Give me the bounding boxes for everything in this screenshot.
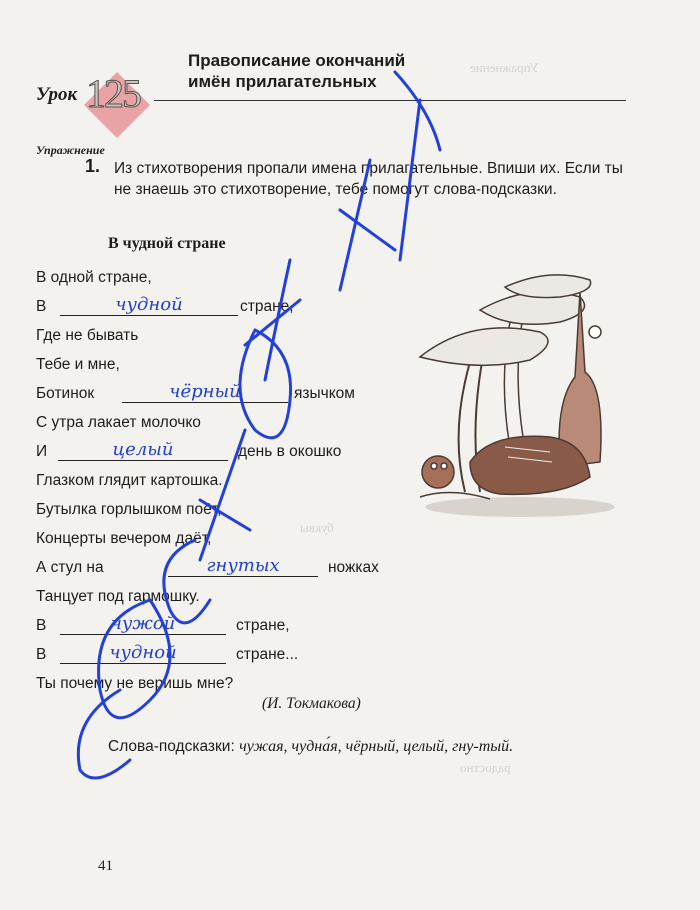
poem-line bbox=[36, 555, 416, 584]
exercise-instruction: Из стихотворения пропали имена прилагательные. Впиши их. Если ты не знаешь это стихотворение, тебе помогут слова-подсказки. bbox=[114, 160, 623, 198]
poem-text: день в окошко bbox=[238, 443, 342, 460]
lesson-number: 125 bbox=[86, 71, 140, 116]
poem-text: язычком bbox=[294, 385, 355, 402]
bleed-through-text: Упражнение bbox=[470, 60, 539, 75]
answer-field[interactable] bbox=[58, 439, 228, 461]
bleed-through-text: буквы bbox=[300, 520, 334, 535]
poem-line bbox=[36, 410, 416, 439]
poem-line bbox=[36, 584, 416, 613]
answer-field[interactable] bbox=[60, 613, 226, 635]
handwritten-answer: чудной bbox=[115, 294, 183, 315]
answer-field[interactable] bbox=[122, 381, 288, 403]
poem-text: Танцует под гармошку. bbox=[36, 588, 200, 605]
poem-line bbox=[36, 294, 416, 323]
poem-text: Где не бывать bbox=[36, 327, 139, 344]
poem-line bbox=[36, 381, 416, 410]
poem-text: Ботинок bbox=[36, 385, 95, 402]
poem-text: Ты почему не веришь мне? bbox=[36, 675, 234, 692]
handwritten-answer: целый bbox=[112, 439, 174, 460]
poem-text: ножках bbox=[328, 559, 379, 576]
poem-author: (И. Токмакова) bbox=[262, 695, 361, 712]
hint-list: чужая, чудна́я, чёрный, целый, гну-тый. bbox=[239, 738, 514, 755]
page-title bbox=[188, 50, 508, 92]
poem-text: стране, bbox=[236, 617, 290, 634]
hint-label: Слова-подсказки: bbox=[108, 738, 235, 755]
poem-line bbox=[36, 468, 416, 497]
handwritten-answer: чёрный bbox=[169, 381, 241, 402]
poem-text: В bbox=[36, 646, 47, 663]
header-rule bbox=[154, 100, 626, 101]
answer-field[interactable] bbox=[168, 555, 318, 577]
title-line-2: имён прилагательных bbox=[188, 72, 377, 91]
handwritten-answer: чужой bbox=[110, 613, 176, 634]
mushroom-boot-illustration bbox=[410, 262, 620, 522]
poem-text: Концерты вечером даёт, bbox=[36, 530, 212, 547]
poem-line bbox=[36, 439, 416, 468]
answer-field[interactable] bbox=[60, 294, 238, 316]
poem-text: В bbox=[36, 298, 47, 315]
hint-words bbox=[108, 736, 618, 758]
poem-line bbox=[36, 642, 416, 671]
poem-line bbox=[36, 323, 416, 352]
poem-text: В bbox=[36, 617, 47, 634]
page-number: 41 bbox=[98, 858, 113, 874]
exercise-number: 1. bbox=[85, 156, 101, 176]
poem-text: С утра лакает молочко bbox=[36, 414, 201, 431]
poem-text: Тебе и мне, bbox=[36, 356, 120, 373]
poem-text: А стул на bbox=[36, 559, 104, 576]
handwritten-answer: гнутых bbox=[206, 555, 280, 576]
poem-text: И bbox=[36, 443, 48, 460]
answer-field[interactable] bbox=[60, 642, 226, 664]
poem-line bbox=[36, 613, 416, 642]
poem-line bbox=[36, 526, 416, 555]
title-line-1: Правописание окончаний bbox=[188, 51, 406, 70]
lesson-word: Урок bbox=[36, 84, 78, 105]
poem-title: В чудной стране bbox=[108, 235, 226, 252]
poem-line bbox=[36, 497, 416, 526]
poem-line bbox=[36, 265, 416, 294]
poem-text: Бутылка горлышком поёт, bbox=[36, 501, 222, 518]
poem bbox=[36, 265, 416, 700]
poem-line bbox=[36, 352, 416, 381]
bleed-through-text: радостно bbox=[460, 760, 511, 775]
poem-text: стране, bbox=[240, 298, 294, 315]
poem-text: В одной стране, bbox=[36, 269, 152, 286]
poem-text: Глазком глядит картошка. bbox=[36, 472, 223, 489]
exercise-label: Упражнение bbox=[36, 143, 105, 157]
poem-text: стране... bbox=[236, 646, 299, 663]
handwritten-answer: чудной bbox=[109, 642, 177, 663]
